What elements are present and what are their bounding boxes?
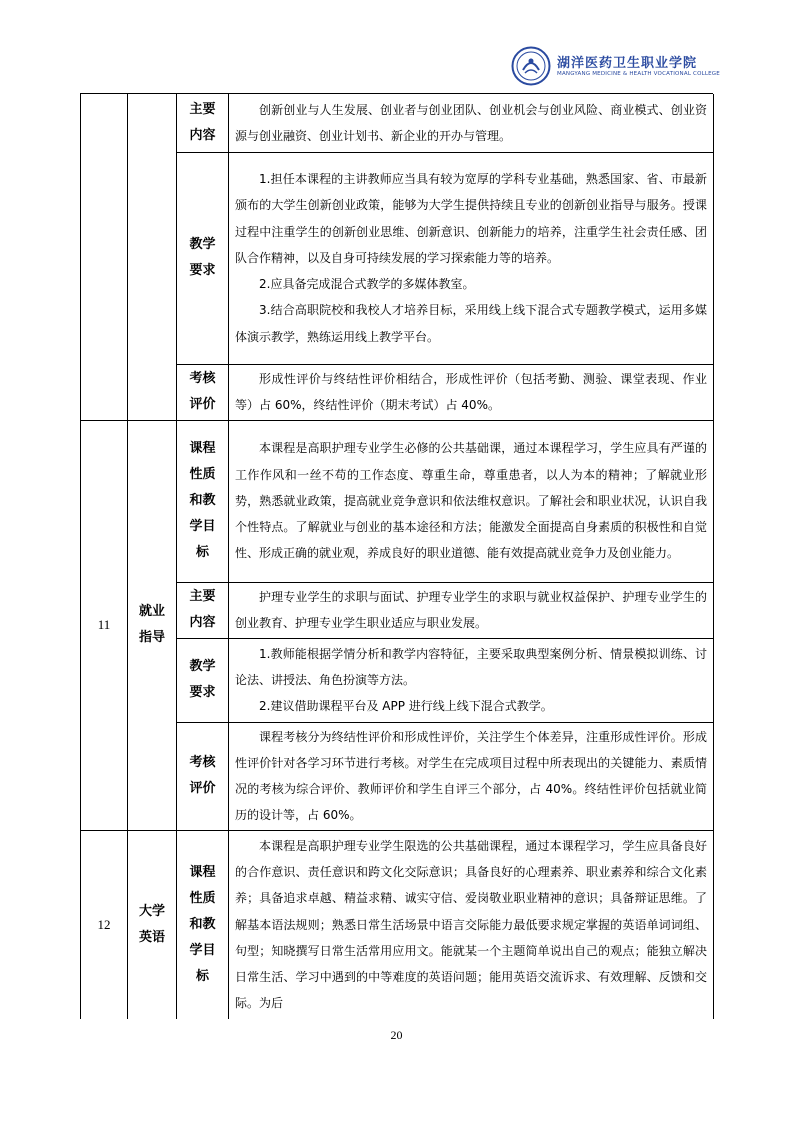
college-emblem-icon: [511, 46, 551, 86]
course-number-cell: [81, 94, 128, 420]
category-label: 教学 要求: [177, 152, 229, 364]
category-label: 课程 性质 和教 学目 标: [177, 830, 229, 1019]
course-name: 大学 英语: [128, 830, 177, 1019]
course-11-nature-row: [81, 420, 714, 582]
category-content: 形成性评价与终结性评价相结合，形成性评价（包括考勤、测验、课堂表现、作业等）占 60%，终结性评价（期末考试）占 40%。: [229, 364, 714, 420]
category-content: 课程考核分为终结性评价和形成性评价，关注学生个体差异，注重形成性评价。形成性评价针对各学习环节进行考核。对学生在完成项目过程中所表现出的关键能力、素质情况的考核为综合评价、教师评价和学生自评三个部分，占 40%。终结性评价包括就业简历的设计等，占 60%。: [229, 722, 714, 830]
page-number: 20: [390, 1028, 403, 1042]
category-content: 本课程是高职护理专业学生限选的公共基础课程，通过本课程学习，学生应具备良好的合作意识、责任意识和跨文化交际意识；具备良好的心理素养、职业素养和综合文化素养；具备追求卓越、精益求精、诚实守信、爱岗敬业职业精神的意识；具备辩证思维。了解基本语法规则；熟悉日常生活场景中语言交际能力最低要求规定掌握的英语单词词组、句型；知晓撰写日常生活常用应用文。能就某一个主题简单说出自己的观点；能独立解决日常生活、学习中遇到的中等难度的英语问题；能用英语交流诉求、有效理解、反馈和交际。为后: [229, 830, 714, 1019]
category-label: 考核 评价: [177, 722, 229, 830]
school-name-en: MANGYANG MEDICINE & HEALTH VOCATIONAL COLLEGE: [557, 71, 720, 77]
course-12-nature-row: [81, 830, 714, 1019]
curriculum-table: [80, 94, 714, 1019]
category-label: 教学 要求: [177, 638, 229, 722]
category-content: 创新创业与人生发展、创业者与创业团队、创业机会与创业风险、商业模式、创业资源与创业融资、创业计划书、新企业的开办与管理。: [229, 94, 714, 152]
category-content: 1.担任本课程的主讲教师应当具有较为宽厚的学科专业基础，熟悉国家、省、市最新颁布的大学生创新创业政策，能够为大学生提供持续且专业的创新创业指导与服务。授课过程中注重学生的创新创业思维、创新意识、创新能力的培养，注重学生社会责任感、团队合作精神，以及自身可持续发展的学习探索能力等的培养。 2.应具备完成混合式教学的多媒体教室。 3.结合高职院校和我校人才培养目标，采用线上线下混合式专题教学模式，运用多媒体演示教学，熟练运用线上教学平台。: [229, 152, 714, 364]
category-label: 主要 内容: [177, 94, 229, 152]
category-label: 考核 评价: [177, 364, 229, 420]
category-label: 课程 性质 和教 学目 标: [177, 420, 229, 582]
category-label: 主要 内容: [177, 582, 229, 638]
category-content: 本课程是高职护理专业学生必修的公共基础课，通过本课程学习，学生应具有严谨的工作作风和一丝不苟的工作态度、尊重生命，尊重患者，以人为本的精神；了解就业形势，熟悉就业政策，提高就业竞争意识和依法维权意识。了解社会和职业状况，认识自我个性特点。了解就业与创业的基本途径和方法；能激发全面提高自身素质的积极性和自觉性、形成正确的就业观，养成良好的职业道德、能有效提高就业竞争力及创业能力。: [229, 420, 714, 582]
course-name: 就业 指导: [128, 420, 177, 830]
course-name-cell: [128, 94, 177, 420]
category-content: 护理专业学生的求职与面试、护理专业学生的求职与就业权益保护、护理专业学生的创业教育、护理专业学生职业适应与职业发展。: [229, 582, 714, 638]
course-number: 11: [81, 420, 128, 830]
course-10-content-row: [81, 94, 714, 152]
course-number: 12: [81, 830, 128, 1019]
college-logo: [511, 46, 720, 88]
page-header: [80, 42, 720, 92]
school-name-cn: 湖洋医药卫生职业学院: [557, 56, 698, 71]
category-content: 1.教师能根据学情分析和教学内容特征，主要采取典型案例分析、情景模拟训练、讨论法、讲授法、角色扮演等方法。 2.建议借助课程平台及 APP 进行线上线下混合式教学。: [229, 638, 714, 722]
